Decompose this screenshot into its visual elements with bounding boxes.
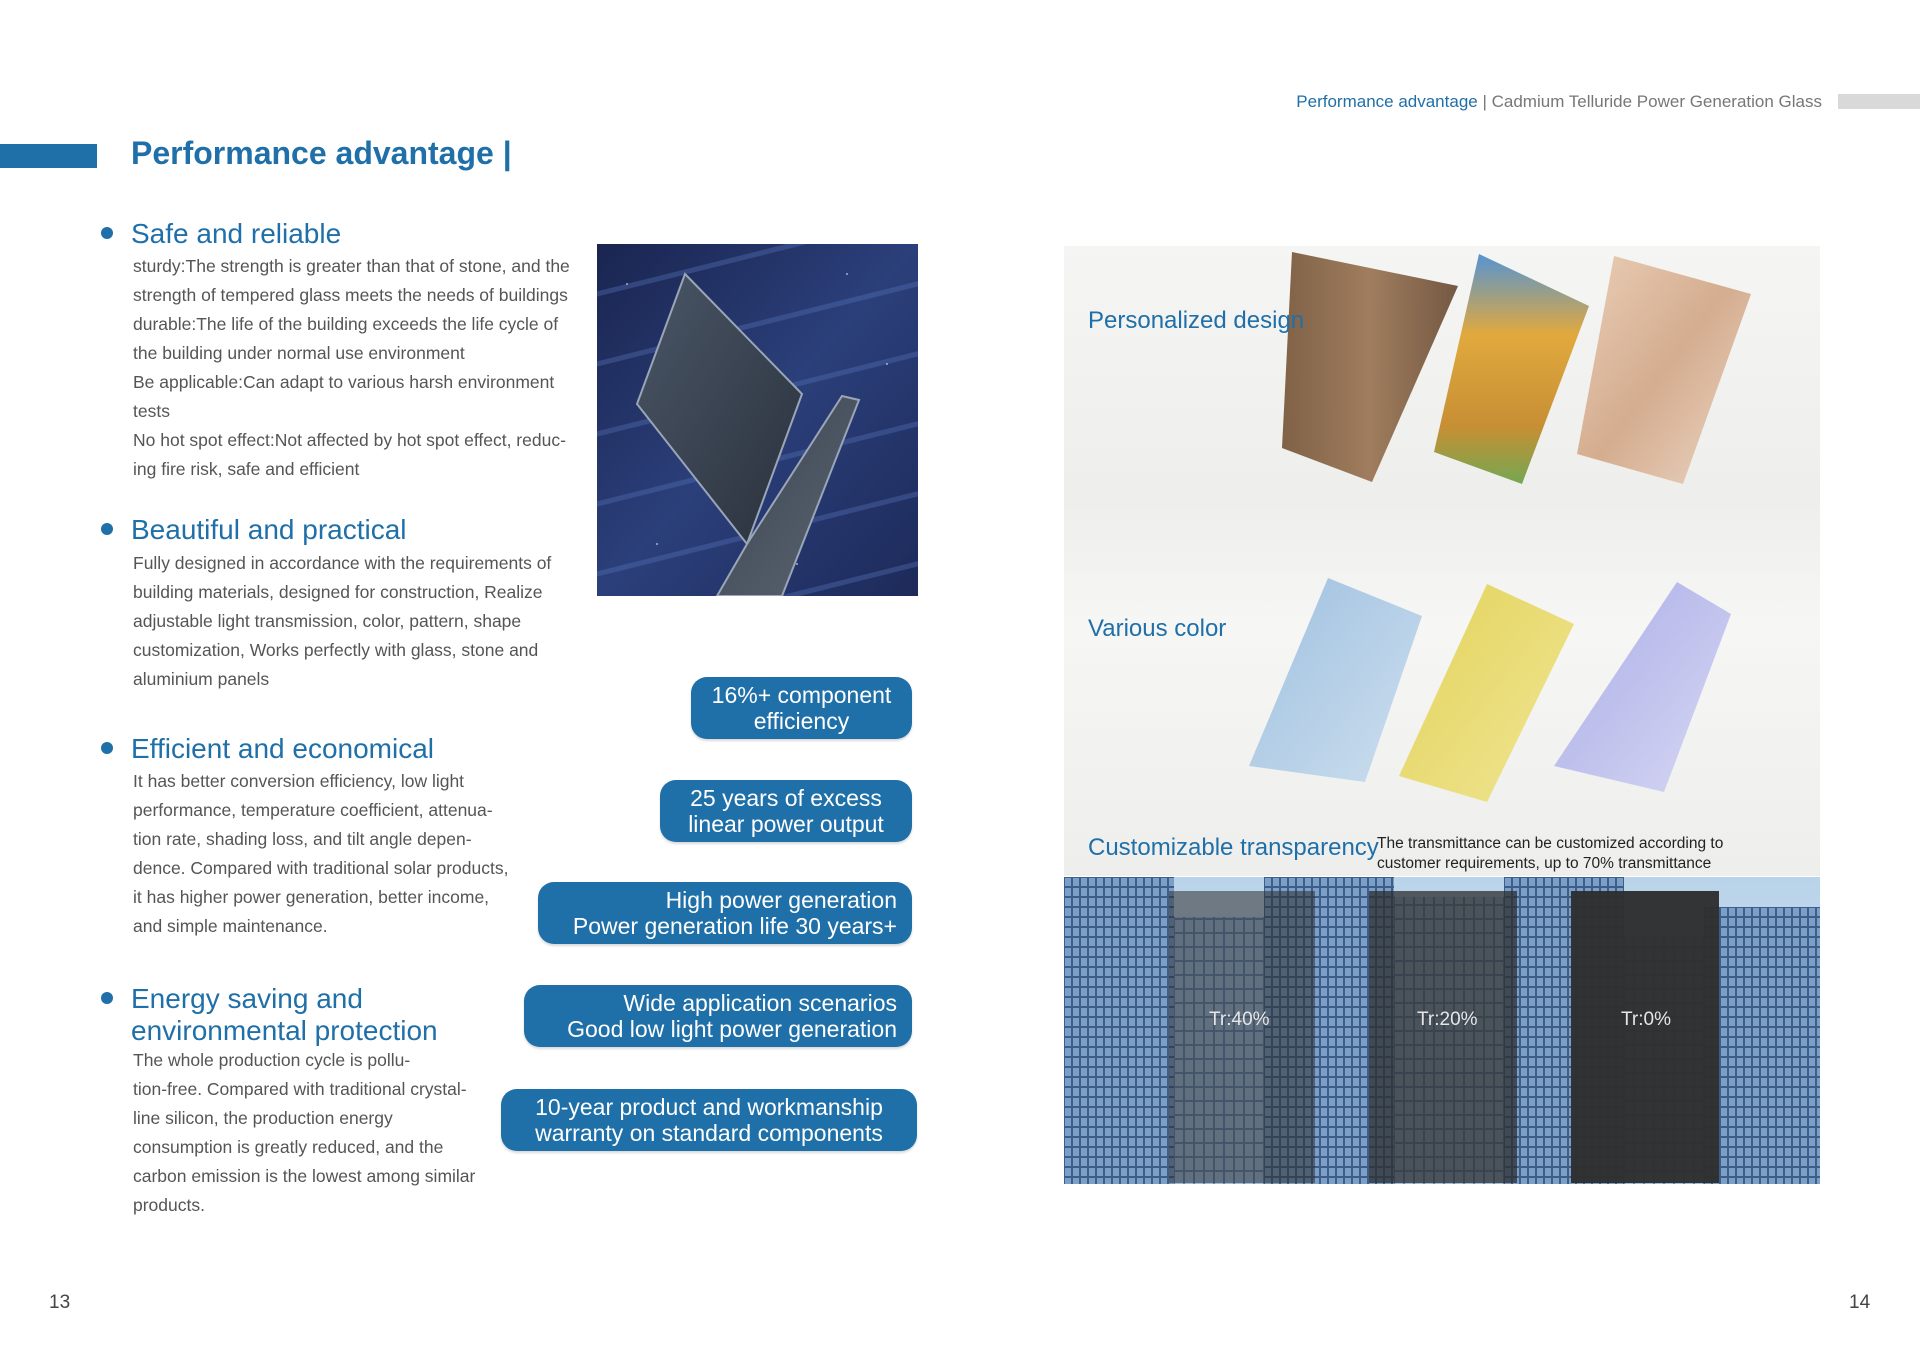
body-line: It has better conversion efficiency, low light (133, 771, 465, 791)
section-title-safe: Safe and reliable (131, 218, 342, 249)
marble-panel (1577, 256, 1751, 484)
overlay-tr20 (1369, 891, 1517, 1183)
body-line: tion rate, shading loss, and tilt angle depen- (133, 829, 472, 849)
pill-line: efficiency (753, 708, 850, 734)
pill-line: linear power output (688, 811, 884, 837)
body-line: performance, temperature coefficient, attenua- (133, 800, 493, 820)
blue-panel (1249, 578, 1422, 782)
body-line: durable:The life of the building exceeds the life cycle of (133, 314, 559, 334)
feature-pill (524, 985, 912, 1047)
pill-line: warranty on standard components (535, 1120, 883, 1146)
label-customizable-transparency: Customizable transparency (1088, 834, 1379, 861)
section-title-efficient: Efficient and economical (131, 733, 434, 764)
label-personalized-design: Personalized design (1088, 307, 1305, 334)
body-line: No hot spot effect:Not affected by hot spot effect, reduc- (133, 430, 566, 450)
section-title-line: Energy saving and (131, 983, 363, 1014)
pill-line: Good low light power generation (567, 1016, 897, 1042)
feature-pill (501, 1089, 917, 1151)
pill-line: High power generation (665, 887, 897, 913)
body-line: dence. Compared with traditional solar products, (133, 858, 509, 878)
section-title-energy (131, 983, 438, 1047)
overlay-tr0 (1571, 891, 1719, 1183)
running-header-separator: | (1477, 92, 1492, 111)
section-body-beautiful (133, 549, 551, 694)
body-line: tests (133, 401, 170, 421)
bullet-icon (101, 227, 113, 239)
body-line: products. (133, 1195, 205, 1215)
body-line: building materials, designed for construction, Realize (133, 582, 543, 602)
body-line: tion-free. Compared with traditional crystal- (133, 1079, 467, 1099)
transparency-note (1377, 834, 1777, 874)
section-body-safe (133, 252, 570, 484)
overlay-tr40 (1169, 891, 1315, 1183)
body-line: The whole production cycle is pollu- (133, 1050, 411, 1070)
section-body-efficient (133, 767, 508, 941)
body-line: consumption is greatly reduced, and the (133, 1137, 444, 1157)
note-line: The transmittance can be customized according to (1377, 835, 1724, 852)
pill-line: 25 years of excess (690, 785, 882, 811)
bullet-icon (101, 523, 113, 535)
pill-line: Power generation life 30 years+ (572, 913, 897, 939)
page-number-left: 13 (49, 1292, 71, 1313)
note-line: customer requirements, up to 70% transmittance (1377, 855, 1712, 872)
label-various-color: Various color (1088, 615, 1227, 642)
title-accent-bar (0, 144, 97, 168)
pill-line: 10-year product and workmanship (535, 1094, 883, 1120)
body-line: it has higher power generation, better income, (133, 887, 490, 907)
purple-panel (1554, 582, 1731, 792)
landscape-panel (1434, 254, 1589, 484)
bullet-icon (101, 742, 113, 754)
body-line: strength of tempered glass meets the needs of buildings (133, 285, 568, 305)
running-header-subtitle: Cadmium Telluride Power Generation Glass (1491, 92, 1822, 111)
body-line: customization, Works perfectly with glass, stone and (133, 640, 539, 660)
pill-line: 16%+ component (711, 682, 892, 708)
feature-pill (691, 677, 912, 739)
section-title-line: environmental protection (131, 1015, 438, 1046)
wood-panel (1282, 252, 1458, 482)
header-accent-bar (1838, 94, 1920, 109)
body-line: Be applicable:Can adapt to various harsh environment (133, 372, 555, 392)
section-body-energy (133, 1046, 475, 1220)
body-line: Fully designed in accordance with the requirements of (133, 553, 552, 573)
running-header-highlight: Performance advantage (1296, 92, 1478, 111)
bullet-icon (101, 992, 113, 1004)
yellow-panel (1399, 584, 1574, 802)
glass-panel-photo (597, 244, 918, 596)
transmittance-label: Tr:40% (1209, 1009, 1270, 1030)
page-number-right: 14 (1849, 1292, 1871, 1313)
body-line: carbon emission is the lowest among similar (133, 1166, 476, 1186)
body-line: line silicon, the production energy (133, 1108, 393, 1128)
transmittance-label: Tr:20% (1417, 1009, 1478, 1030)
feature-pill (538, 882, 912, 944)
body-line: aluminium panels (133, 669, 270, 689)
pill-line: Wide application scenarios (623, 990, 897, 1016)
transmittance-label: Tr:0% (1621, 1009, 1671, 1030)
body-line: ing fire risk, safe and efficient (133, 459, 360, 479)
body-line: and simple maintenance. (133, 916, 328, 936)
section-title-beautiful: Beautiful and practical (131, 514, 407, 545)
body-line: sturdy:The strength is greater than that of stone, and the (133, 256, 570, 276)
design-showcase-panel (1064, 246, 1820, 876)
body-line: adjustable light transmission, color, pattern, shape (133, 611, 522, 631)
feature-pill (660, 780, 912, 842)
running-header (1296, 92, 1822, 112)
page-title: Performance advantage | (131, 135, 512, 171)
body-line: the building under normal use environment (133, 343, 465, 363)
